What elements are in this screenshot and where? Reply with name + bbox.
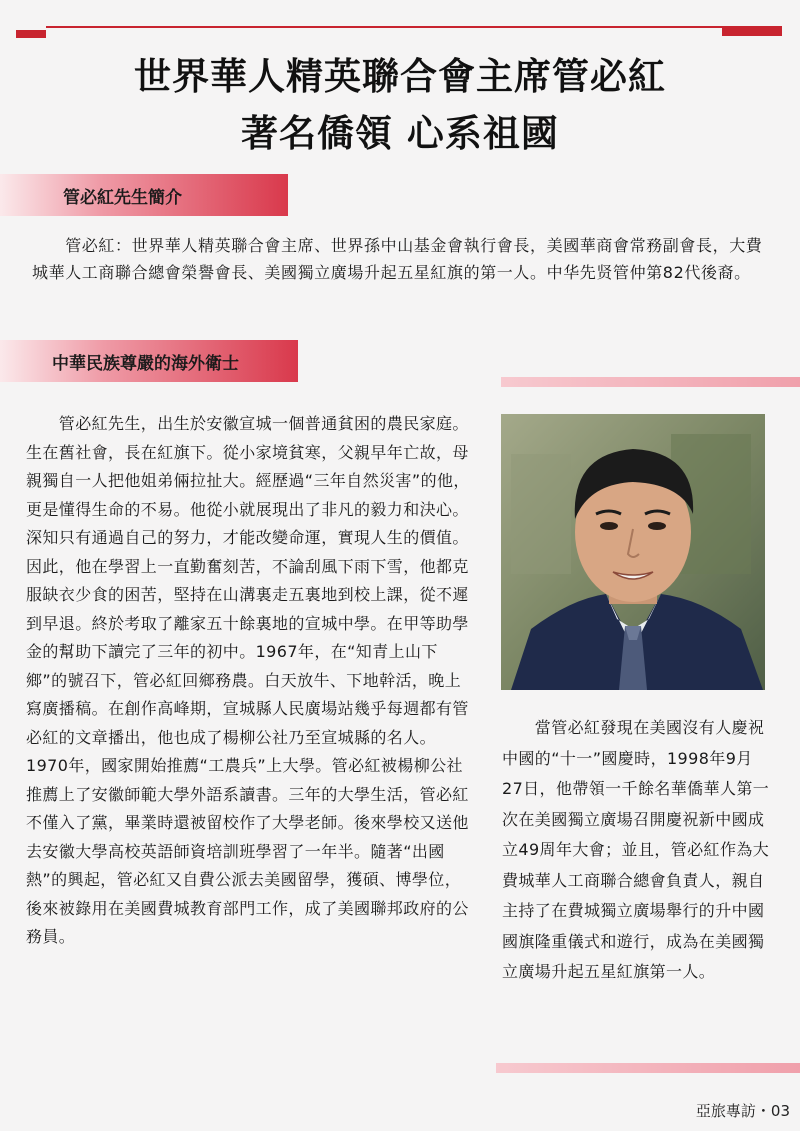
decorative-bar-bottom bbox=[496, 1063, 800, 1073]
guardian-paragraph-left: 管必紅先生，出生於安徽宣城一個普通貧困的農民家庭。生在舊社會，長在紅旗下。從小家境貧寒，父親早年亡故，母親獨自一人把他姐弟倆拉扯大。經歷過“三年自然災害”的他，更是懂得生命的不易。他從小就展現出了非凡的毅力和決心。深知只有通過自己的努力，才能改變命運，實現人生的價值。因此，他在學習上一直勤奮刻苦，不論刮風下雨下雪，他都克服缺衣少食的困苦，堅持在山溝裏走五裏地到校上課，從不遲到早退。終於考取了離家五十餘裏地的宣城中學。在甲等助學金的幫助下讀完了三年的初中。1967年，在“知青上山下鄉”的號召下，管必紅回鄉務農。白天放牛、下地幹活，晚上寫廣播稿。在創作高峰期，宣城縣人民廣場站幾乎每週都有管必紅的文章播出，他也成了楊柳公社乃至宣城縣的名人。1970年，國家開始推薦“工農兵”上大學。管必紅被楊柳公社推薦上了安徽師範大學外語系讀書。三年的大學生活，管必紅不僅入了黨，畢業時還被留校作了大學老師。後來學校又送他去安徽大學高校英語師資培訓班學習了一年半。隨著“出國熱”的興起，管必紅又自費公派去美國留學，獲碩、博學位，後來被錄用在美國費城教育部門工作，成了美國聯邦政府的公務員。 bbox=[26, 414, 470, 946]
decorative-bar-top bbox=[501, 377, 800, 387]
section-heading-guardian-label: 中華民族尊嚴的海外衛士 bbox=[52, 354, 239, 374]
page-title-line1: 世界華人精英聯合會主席管必紅 bbox=[134, 54, 666, 98]
top-accent-line bbox=[46, 26, 726, 28]
top-accent-bar-left bbox=[16, 30, 46, 38]
top-accent-bar-right bbox=[722, 26, 782, 36]
section-heading-profile-label: 管必紅先生簡介 bbox=[63, 188, 182, 208]
page-number-label: 亞旅專訪・03 bbox=[695, 1102, 790, 1120]
guardian-paragraph-right: 當管必紅發現在美國沒有人慶祝中國的“十一”國慶時，1998年9月27日，他帶領一千餘名華僑華人第一次在美國獨立廣場召開慶祝新中國成立49周年大會；並且，管必紅作為大費城華人工商聯合總會負責人，親自主持了在費城獨立廣場舉行的升中國國旗隆重儀式和遊行，成為在美國獨立廣場升起五星紅旗第一人。 bbox=[502, 718, 770, 981]
portrait-illustration bbox=[501, 414, 765, 690]
section-heading-profile bbox=[0, 174, 288, 216]
profile-paragraph: 管必紅：世界華人精英聯合會主席、世界孫中山基金會執行會長，美國華商會常務副會長，大費城華人工商聯合總會榮譽會長、美國獨立廣場升起五星紅旗的第一人。中华先贤管仲第82代後裔。 bbox=[32, 236, 763, 282]
section-heading-guardian bbox=[0, 340, 298, 382]
portrait-photo bbox=[501, 414, 765, 690]
page-title-line2: 著名僑領 心系祖國 bbox=[241, 111, 559, 155]
